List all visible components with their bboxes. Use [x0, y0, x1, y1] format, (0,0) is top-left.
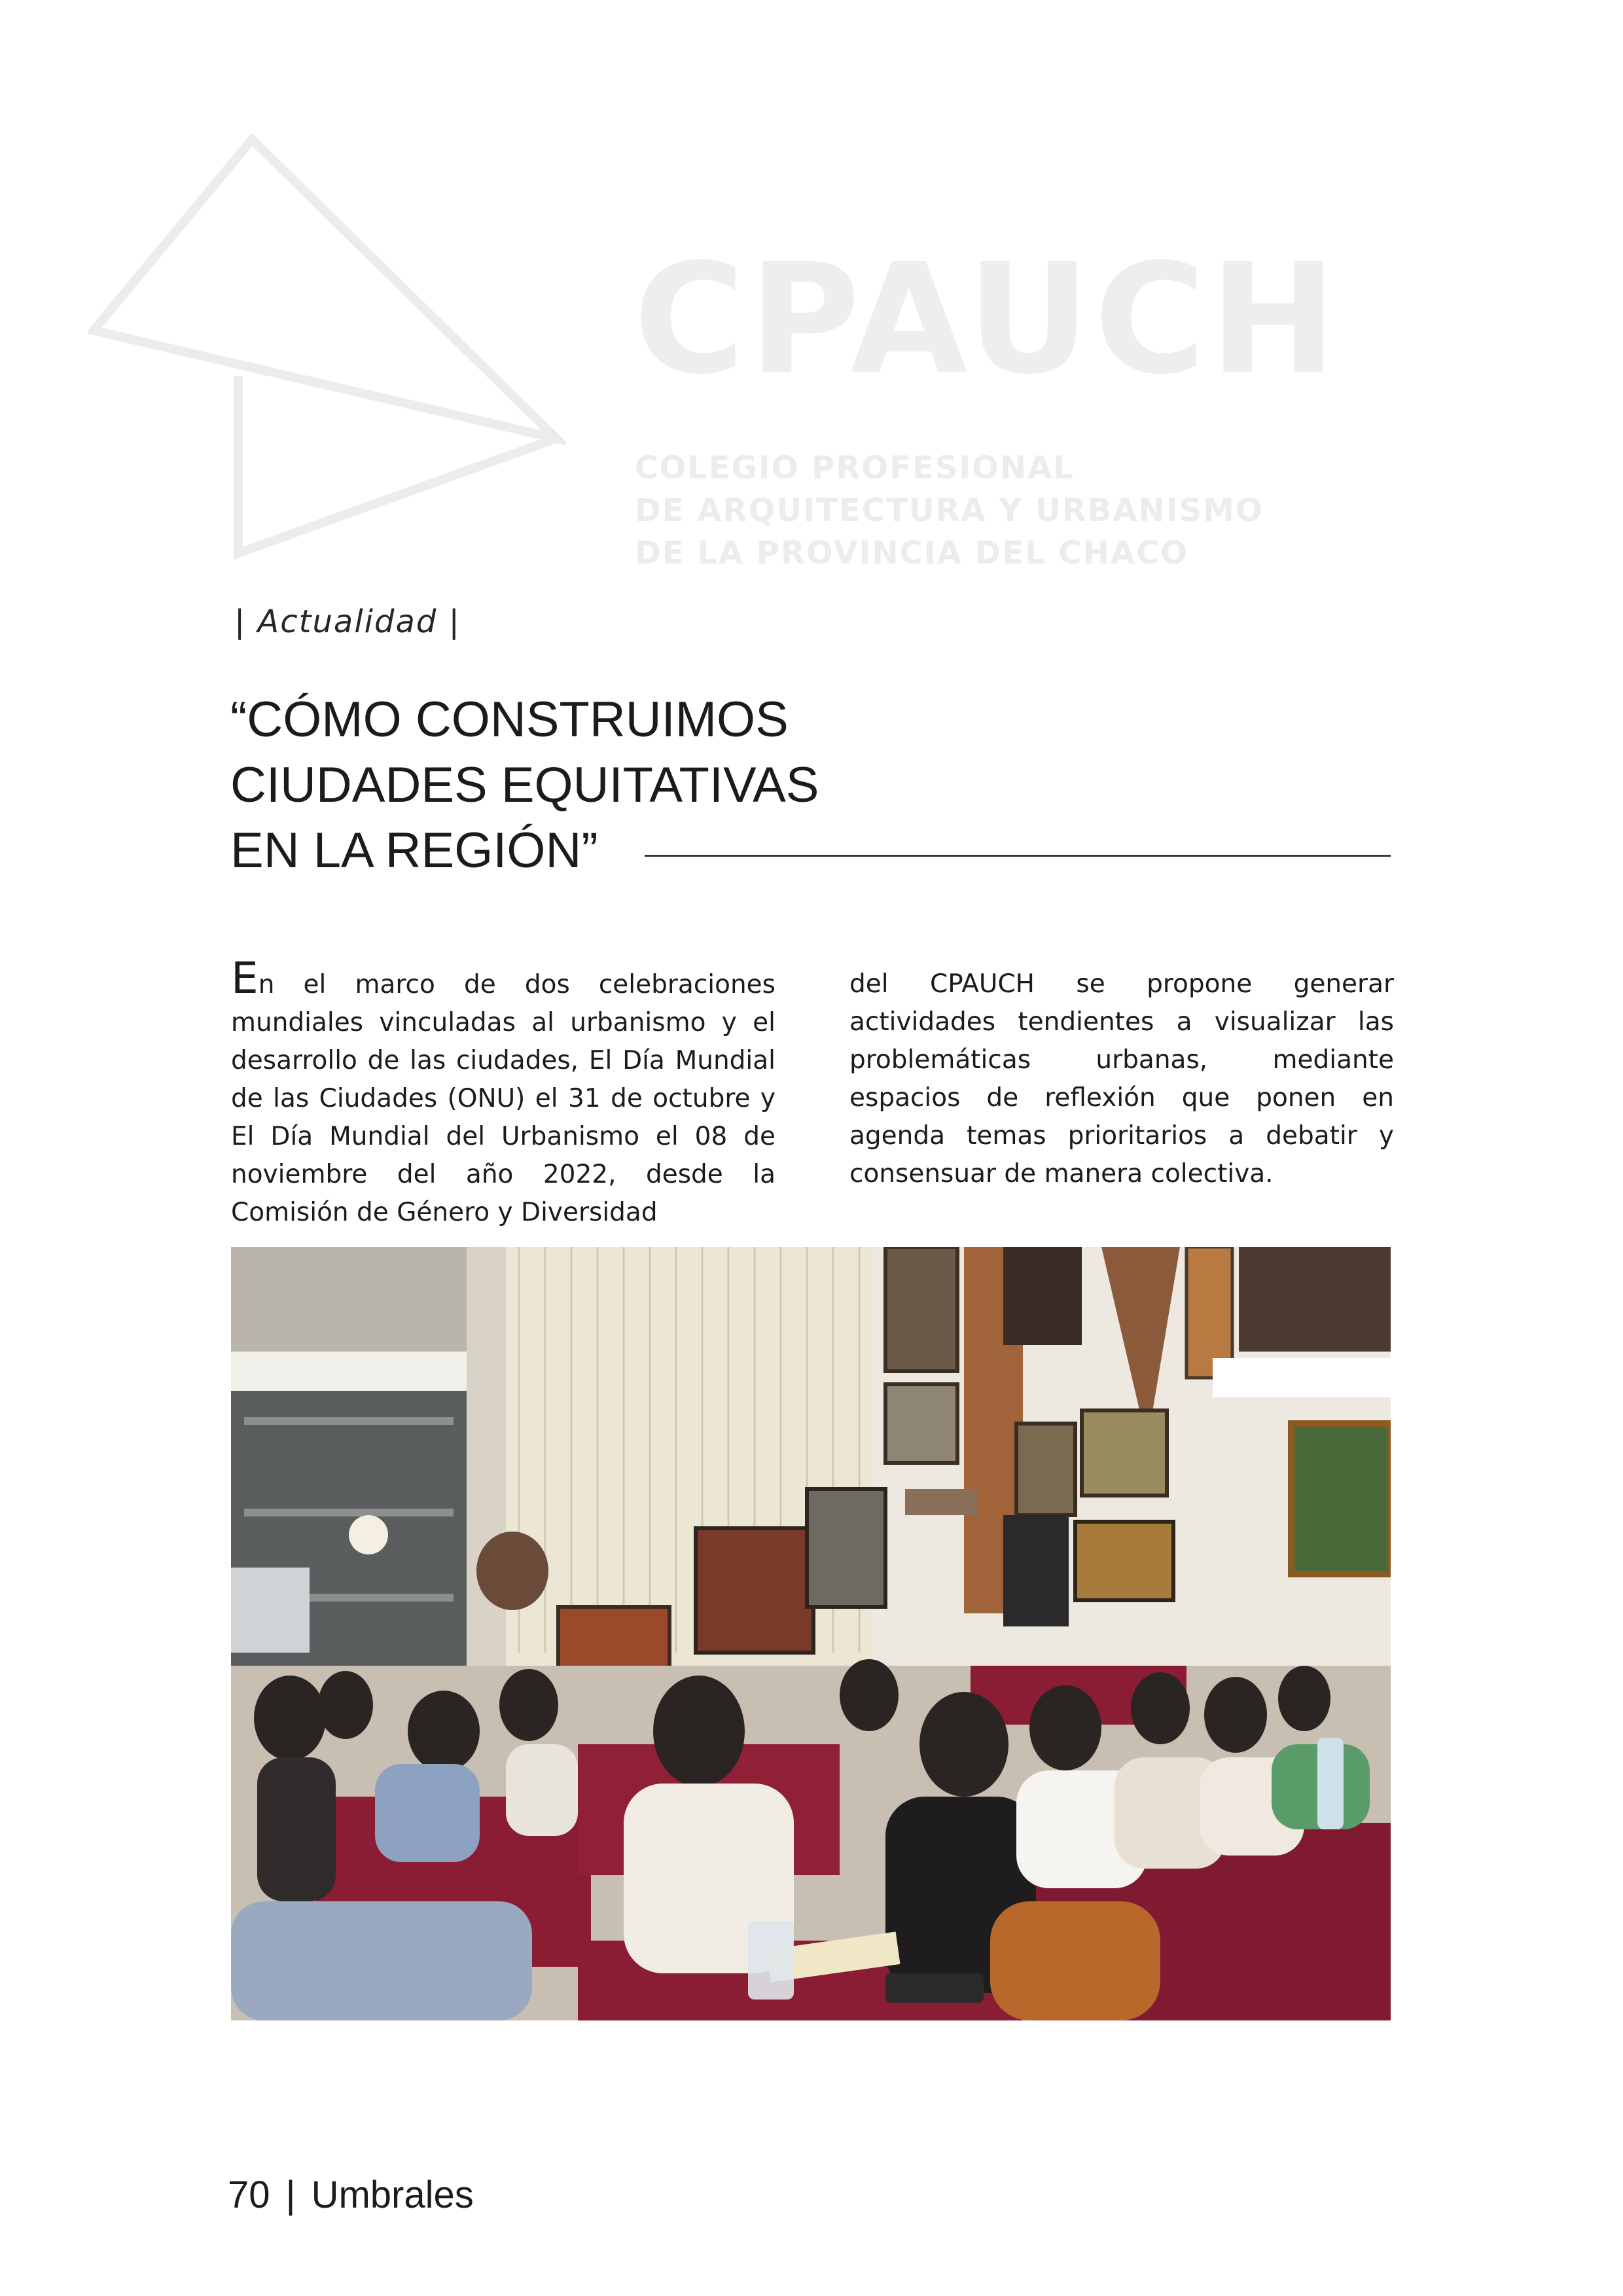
- title-line-3: EN LA REGIÓN”: [230, 823, 598, 878]
- page-footer: [228, 2173, 474, 2217]
- drop-cap: E: [231, 953, 259, 1003]
- event-photo: [231, 1247, 1391, 2020]
- body-text-right: del CPAUCH se propone generar actividades tendientes a visualizar las problemáticas urbanas, mediante espacios de reflexión que ponen en agenda temas prioritarios a debatir y consensuar de manera colectiva.: [849, 969, 1394, 1189]
- title-line-2: CIUDADES EQUITATIVAS: [230, 757, 819, 813]
- watermark-line-2: DE ARQUITECTURA Y URBANISMO: [635, 492, 1264, 529]
- section-tag: | Actualidad |: [234, 603, 461, 640]
- footer-separator: |: [285, 2174, 296, 2216]
- event-photo-illustration: [231, 1247, 1391, 2020]
- title-divider: [645, 855, 1391, 857]
- watermark-name: CPAUCH: [633, 231, 1341, 408]
- body-column-left: [231, 953, 776, 1232]
- title-line-1: “CÓMO CONSTRUIMOS: [230, 692, 789, 747]
- body-text-left: n el marco de dos celebraciones mundiales vinculadas al urbanismo y el desarrollo de las ciudades, El Día Mundial de las Ciudades (ONU) el 31 de octubre y El Día Mundial del Urbanismo el 08 de noviembre del año 2022, desde la Comisión de Género y Diversidad: [231, 970, 776, 1227]
- watermark-line-1: COLEGIO PROFESIONAL: [635, 450, 1075, 486]
- page-number: 70: [228, 2174, 270, 2216]
- publication-name: Umbrales: [311, 2174, 474, 2216]
- watermark-line-3: DE LA PROVINCIA DEL CHACO: [635, 535, 1189, 571]
- body-column-right: [849, 965, 1394, 1193]
- article-title: [230, 687, 819, 884]
- cpauch-logo-watermark: [88, 134, 566, 560]
